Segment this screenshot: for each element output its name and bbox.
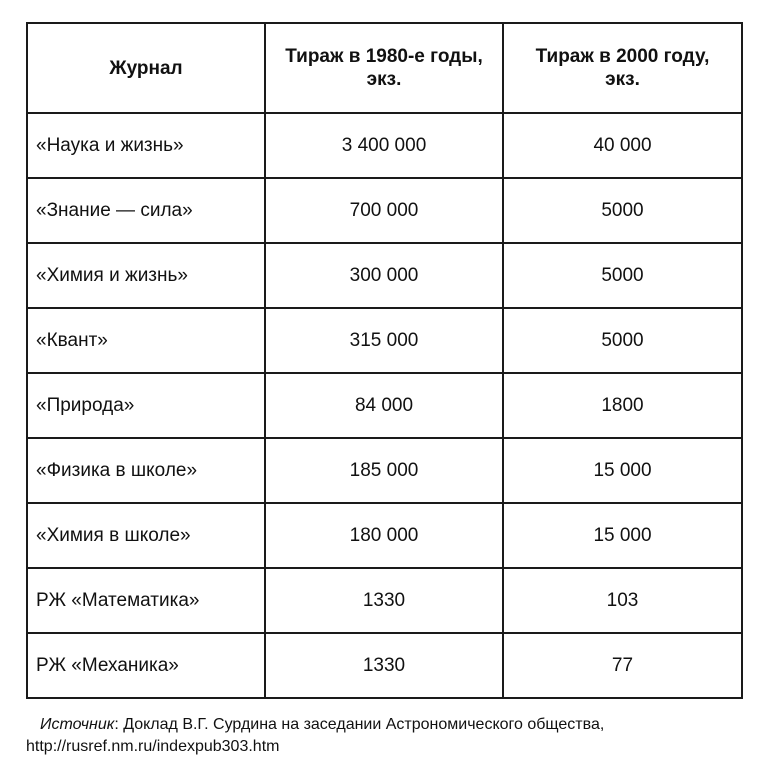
journal-name: «Знание — сила» <box>27 178 265 243</box>
circulation-table <box>26 22 743 699</box>
journal-name: «Химия в школе» <box>27 503 265 568</box>
circulation-1980s: 700 000 <box>265 178 503 243</box>
table-row <box>27 178 742 243</box>
table-row <box>27 243 742 308</box>
journal-name: «Химия и жизнь» <box>27 243 265 308</box>
journal-name: «Природа» <box>27 373 265 438</box>
circulation-2000: 40 000 <box>503 113 742 178</box>
circulation-1980s: 185 000 <box>265 438 503 503</box>
circulation-1980s: 180 000 <box>265 503 503 568</box>
table-header-row <box>27 23 742 113</box>
circulation-1980s: 300 000 <box>265 243 503 308</box>
table-row <box>27 568 742 633</box>
table-row <box>27 503 742 568</box>
header-circulation-2000: Тираж в 2000 году, экз. <box>503 23 742 113</box>
circulation-1980s: 84 000 <box>265 373 503 438</box>
circulation-2000: 1800 <box>503 373 742 438</box>
circulation-1980s: 1330 <box>265 633 503 698</box>
journal-name: «Физика в школе» <box>27 438 265 503</box>
journal-name: «Квант» <box>27 308 265 373</box>
circulation-1980s: 1330 <box>265 568 503 633</box>
source-note <box>26 714 756 758</box>
circulation-2000: 15 000 <box>503 438 742 503</box>
circulation-2000: 103 <box>503 568 742 633</box>
header-circulation-1980s: Тираж в 1980-е годы, экз. <box>265 23 503 113</box>
table-row <box>27 373 742 438</box>
circulation-2000: 5000 <box>503 308 742 373</box>
source-label: Источник <box>40 716 115 733</box>
circulation-2000: 77 <box>503 633 742 698</box>
journal-name: «Наука и жизнь» <box>27 113 265 178</box>
table-row <box>27 438 742 503</box>
table-row <box>27 113 742 178</box>
source-url: http://rusref.nm.ru/indexpub303.htm <box>26 738 280 755</box>
journal-name: РЖ «Механика» <box>27 633 265 698</box>
circulation-2000: 5000 <box>503 178 742 243</box>
circulation-2000: 15 000 <box>503 503 742 568</box>
table-row <box>27 308 742 373</box>
circulation-1980s: 315 000 <box>265 308 503 373</box>
header-journal: Журнал <box>27 23 265 113</box>
source-text: : Доклад В.Г. Сурдина на заседании Астрономического общества, <box>114 716 605 733</box>
circulation-2000: 5000 <box>503 243 742 308</box>
journal-name: РЖ «Математика» <box>27 568 265 633</box>
source-line <box>26 714 756 736</box>
circulation-1980s: 3 400 000 <box>265 113 503 178</box>
table-row <box>27 633 742 698</box>
